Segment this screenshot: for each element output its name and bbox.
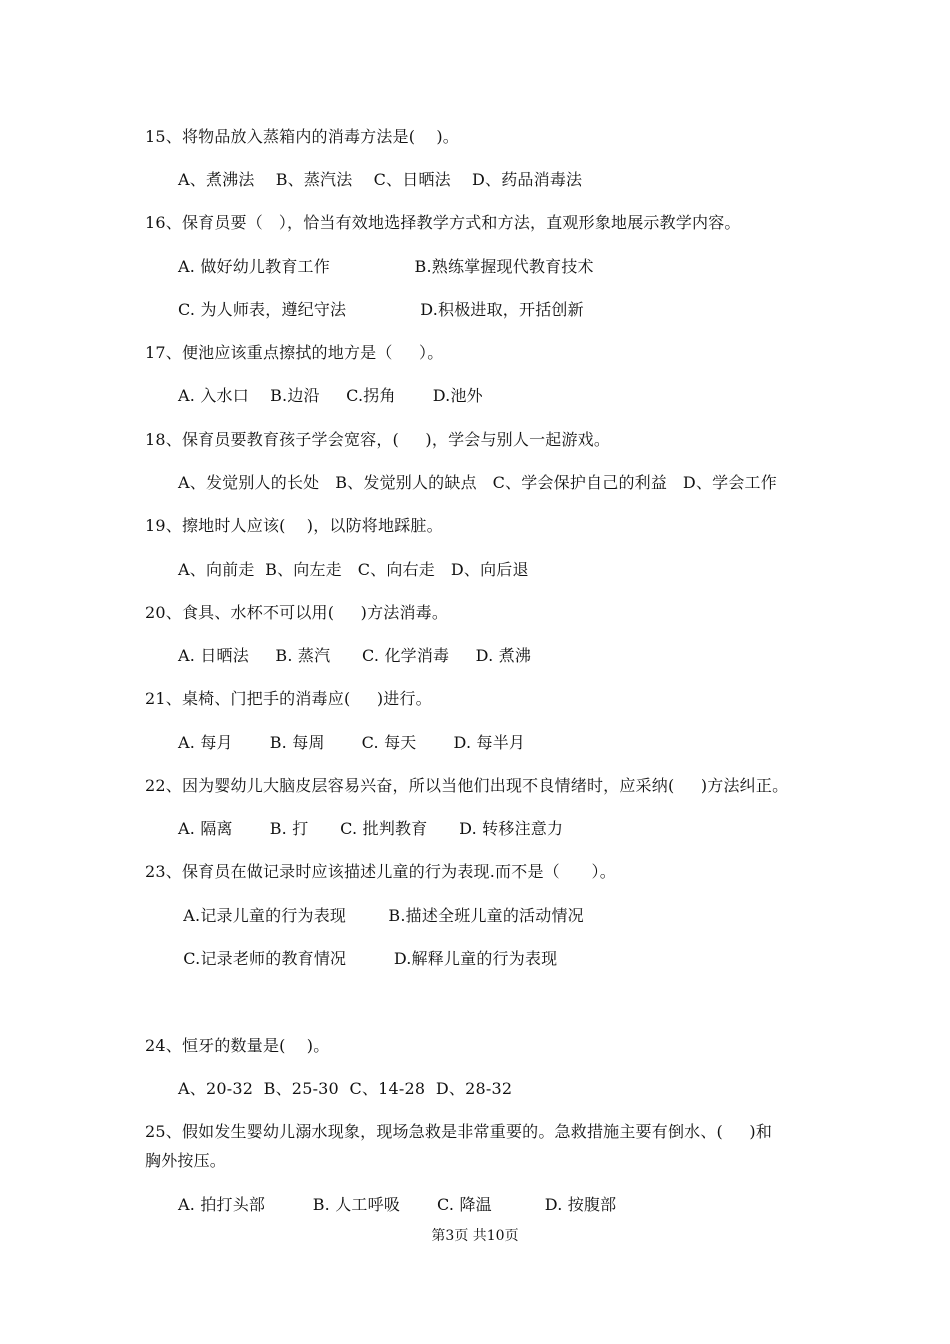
question-16-options-row1: A. 做好幼儿教育工作 B.熟练掌握现代教育技术 bbox=[178, 257, 594, 276]
question-25-options: A. 拍打头部 B. 人工呼吸 C. 降温 D. 按腹部 bbox=[178, 1195, 617, 1214]
question-20-options: A. 日晒法 B. 蒸汽 C. 化学消毒 D. 煮沸 bbox=[178, 646, 532, 665]
question-21: 21、桌椅、门把手的消毒应( )进行。 bbox=[145, 689, 432, 708]
question-20: 20、食具、水杯不可以用( )方法消毒。 bbox=[145, 603, 449, 622]
question-16-options-row2: C. 为人师表，遵纪守法 D.积极进取，开括创新 bbox=[178, 300, 584, 319]
question-24-options: A、20-32 B、25-30 C、14-28 D、28-32 bbox=[178, 1079, 513, 1098]
question-24: 24、恒牙的数量是( )。 bbox=[145, 1036, 330, 1055]
question-23-options-row2: C.记录老师的教育情况 D.解释儿童的行为表现 bbox=[178, 949, 558, 968]
question-23: 23、保育员在做记录时应该描述儿童的行为表现.而不是（ ）。 bbox=[145, 862, 616, 881]
question-16: 16、保育员要（ ），恰当有效地选择教学方式和方法，直观形象地展示教学内容。 bbox=[145, 213, 741, 232]
question-19-options: A、向前走 B、向左走 C、向右走 D、向后退 bbox=[178, 560, 529, 579]
question-18: 18、保育员要教育孩子学会宽容，( )，学会与别人一起游戏。 bbox=[145, 430, 611, 449]
question-22-options: A. 隔离 B. 打 C. 批判教育 D. 转移注意力 bbox=[178, 819, 564, 838]
question-18-options: A、发觉别人的长处 B、发觉别人的缺点 C、学会保护自己的利益 D、学会工作 bbox=[178, 473, 777, 492]
question-21-options: A. 每月 B. 每周 C. 每天 D. 每半月 bbox=[178, 733, 526, 752]
question-17-options: A. 入水口 B.边沿 C.拐角 D.池外 bbox=[178, 386, 483, 405]
question-15-options: A、煮沸法 B、蒸汽法 C、日晒法 D、药品消毒法 bbox=[178, 170, 583, 189]
question-25: 25、假如发生婴幼儿溺水现象，现场急救是非常重要的。急救措施主要有倒水、( )和 bbox=[145, 1122, 773, 1141]
question-19: 19、擦地时人应该( )，以防将地踩脏。 bbox=[145, 516, 443, 535]
question-25-continued: 胸外按压。 bbox=[145, 1151, 227, 1170]
question-15: 15、将物品放入蒸箱内的消毒方法是( )。 bbox=[145, 127, 459, 146]
question-22: 22、因为婴幼儿大脑皮层容易兴奋，所以当他们出现不良情绪时，应采纳( )方法纠正。 bbox=[145, 776, 789, 795]
question-17: 17、便池应该重点擦拭的地方是（ ）。 bbox=[145, 343, 444, 362]
question-23-options-row1: A.记录儿童的行为表现 B.描述全班儿童的活动情况 bbox=[178, 906, 584, 925]
page-footer: 第3页 共10页 bbox=[431, 1228, 519, 1244]
